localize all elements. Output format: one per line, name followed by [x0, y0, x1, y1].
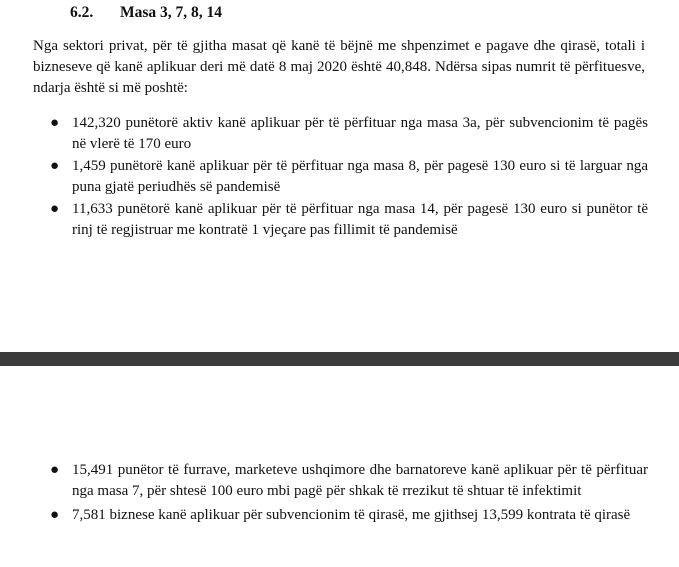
bullet-icon: ● [50, 201, 60, 217]
list-item [0, 505, 648, 526]
section-number: 6.2. [70, 4, 94, 21]
list-item [0, 199, 648, 241]
bullet-icon: ● [50, 462, 60, 478]
list-item-text: 15,491 punëtor të furrave, marketeve ushqimore dhe barnatoreve kanë aplikuar për të përfituar nga masa 7, për shtesë 100 euro mbi pagë për shkak të rrezikut të shtuar të infektimit [72, 462, 648, 499]
list-item-text: 11,633 punëtorë kanë aplikuar për të përfituar nga masa 14, për pagesë 130 euro si punëtor të rinj të regjistruar me kontratë 1 vjeçare pas fillimit të pandemisë [72, 201, 648, 238]
list-item-text: 142,320 punëtorë aktiv kanë aplikuar për të përfituar nga masa 3a, për subvencionim të pagës në vlerë të 170 euro [72, 115, 648, 152]
list-item [0, 156, 648, 198]
bullet-list-page-2 [0, 460, 679, 529]
list-item-text: 7,581 biznese kanë aplikuar për subvencionim të qirasë, me gjithsej 13,599 kontrata të qirasë [72, 507, 631, 523]
list-item [0, 113, 648, 155]
bullet-icon: ● [50, 115, 60, 131]
list-item-text: 1,459 punëtorë kanë aplikuar për të përfituar nga masa 8, për pagesë 130 euro si të larguar nga puna gjatë periudhës së pandemisë [72, 158, 648, 195]
bullet-icon: ● [50, 507, 60, 523]
list-item [0, 460, 648, 502]
section-heading [70, 4, 222, 22]
bullet-list-page-1 [0, 113, 679, 242]
document-page-2 [0, 366, 679, 567]
bullet-icon: ● [50, 158, 60, 174]
page-separator [0, 352, 679, 366]
section-title: Masa 3, 7, 8, 14 [120, 4, 223, 21]
intro-paragraph: Nga sektori privat, për të gjitha masat që kanë të bëjnë me shpenzimet e pagave dhe qirasë, totali i bizneseve që kanë aplikuar deri më datë 8 maj 2020 është 40,848. Ndërsa sipas numrit të përfituesve, ndarja është si më poshtë: [33, 38, 645, 96]
